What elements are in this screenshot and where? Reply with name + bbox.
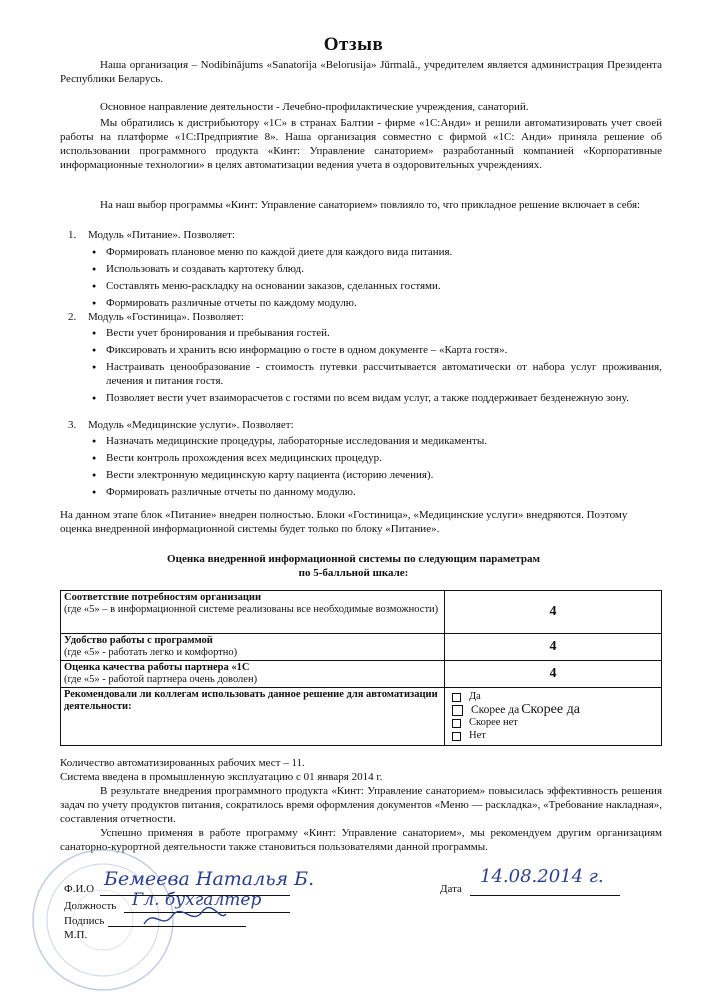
position-handwritten: Гл. бухгалтер — [132, 890, 262, 910]
date-line — [470, 895, 620, 896]
stamp-label: М.П. — [64, 929, 88, 941]
table-row — [61, 634, 662, 661]
intro-activity: Основное направление деятельности - Лечебно-профилактические учреждения, санаторий. — [100, 101, 529, 113]
module-3-title: 3. Модуль «Медицинские услуги». Позволяет: — [68, 419, 294, 431]
results-paragraph: В результате внедрения программного продукта «Кинт: Управление санаторием» повысилась эффективность решения задач по учету продуктов питания, сократилось время оформления документов «Меню — раскладка», «Требование накладная», составления отчетности. — [60, 785, 662, 825]
module-2-title: 2. Модуль «Гостиница». Позволяет: — [68, 311, 244, 323]
list-item: ● Позволяет вести учет взаиморасчетов с гостями по всем видам услуг, а также поддерживает безденежную зону. — [92, 391, 662, 405]
checkbox-icon[interactable] — [452, 732, 461, 741]
list-item: ● Фиксировать и хранить всю информацию о госте в одном документе – «Карта гостя». — [92, 343, 662, 357]
list-item: ● Формировать различные отчеты по данному модулю. — [92, 485, 662, 499]
criterion-cell: Соответствие потребностям организации (где «5» – в информационной системе реализованы все необходимые возможности) — [61, 591, 445, 634]
eval-title-line-2: по 5-балльной шкале: — [298, 567, 409, 579]
module-3-list — [92, 434, 662, 502]
fio-handwritten: Бемеева Наталья Б. — [104, 868, 315, 890]
criterion-cell: Удобство работы с программой (где «5» - работать легко и комфортно) — [61, 634, 445, 661]
intro-organization: Наша организация – Nodibinājums «Sanatorija «Belorusija» Jūrmalā., учредителем является администрация Президента Республики Беларусь. — [60, 59, 662, 85]
score-cell: 4 — [445, 634, 662, 661]
position-label: Должность — [64, 900, 117, 912]
date-label: Дата — [440, 883, 462, 895]
option-no[interactable]: Нет — [448, 730, 658, 742]
eval-title-line-1: Оценка внедренной информационной системы по следующим параметрам — [167, 553, 540, 565]
score-cell: 4 — [445, 591, 662, 634]
list-item: ● Формировать плановое меню по каждой диете для каждого вида питания. — [92, 245, 662, 259]
table-row — [61, 661, 662, 688]
handwritten-answer: Скорее да — [521, 702, 580, 717]
recommend-options-cell — [445, 688, 662, 746]
option-rather-no[interactable]: Скорее нет — [448, 717, 658, 729]
list-item: ● Вести электронную медицинскую карту пациента (историю лечения). — [92, 468, 662, 482]
list-item: ● Составлять меню-раскладку на основании заказов, сделанных гостями. — [92, 279, 662, 293]
date-handwritten: 14.08.2014 г. — [480, 866, 604, 887]
document-title: Отзыв — [323, 34, 384, 55]
workplaces-count: Количество автоматизированных рабочих мест – 11. — [60, 757, 305, 769]
module-2-list — [92, 326, 662, 408]
list-item: ● Настраивать ценообразование - стоимость путевки рассчитывается автоматически от набора услуг проживания, лечения и питания гостя. — [92, 360, 662, 388]
module-1-list — [92, 245, 662, 313]
intro-partner: Мы обратились к дистрибьютору «1С» в странах Балтии - фирме «1С:Анди» и решили автоматизировать учет своей работы на платформе «1С:Предприятие 8». Наша организация совместно с фирмой «1С: Анди» приняла решение об использовании программного продукта «Кинт: Управление санаторием» разработанный компанией «Корпоративные информационные технологии» в целях автоматизации ведения учета в оздоровительных учреждениях. — [60, 117, 662, 171]
checkbox-icon[interactable] — [452, 705, 463, 716]
start-date: Система введена в промышленную эксплуатацию с 01 января 2014 г. — [60, 771, 383, 783]
option-yes[interactable]: Да — [448, 691, 658, 703]
conclusion-paragraph: Успешно применяя в работе программу «Кинт: Управление санаторием», мы рекомендуем другим организациям санаторно-курортной деятельности также становиться пользователями данной программы. — [60, 827, 662, 853]
fio-label: Ф.И.О — [64, 883, 95, 895]
choice-intro: На наш выбор программы «Кинт: Управление санаторием» повлияло то, что прикладное решение включает в себя: — [100, 199, 641, 211]
signature-label: Подпись — [64, 915, 105, 927]
table-row — [61, 591, 662, 634]
stage-note: На данном этапе блок «Питание» внедрен полностью. Блоки «Гостиница», «Медицинские услуги» внедряются. Поэтому оценка внедренной информационной системы будет только по блоку «Питание». — [60, 509, 628, 535]
checkbox-icon[interactable] — [452, 719, 461, 728]
signature-icon — [140, 904, 230, 932]
criterion-cell: Оценка качества работы партнера «1С (где «5» - работой партнера очень доволен) — [61, 661, 445, 688]
list-item: ● Вести учет бронирования и пребывания гостей. — [92, 326, 662, 340]
recommend-question-cell: Рекомендовали ли коллегам использовать данное решение для автоматизации деятельности: — [61, 688, 445, 746]
module-1-title: 1. Модуль «Питание». Позволяет: — [68, 229, 235, 241]
table-row — [61, 688, 662, 746]
list-item: ● Формировать различные отчеты по каждому модулю. — [92, 296, 662, 310]
list-item: ● Вести контроль прохождения всех медицинских процедур. — [92, 451, 662, 465]
evaluation-table — [60, 590, 662, 746]
list-item: ● Назначать медицинские процедуры, лабораторные исследования и медикаменты. — [92, 434, 662, 448]
checkbox-icon[interactable] — [452, 693, 461, 702]
score-cell: 4 — [445, 661, 662, 688]
list-item: ● Использовать и создавать картотеку блюд. — [92, 262, 662, 276]
option-rather-yes[interactable]: Скорее да Скорее да — [448, 704, 658, 716]
